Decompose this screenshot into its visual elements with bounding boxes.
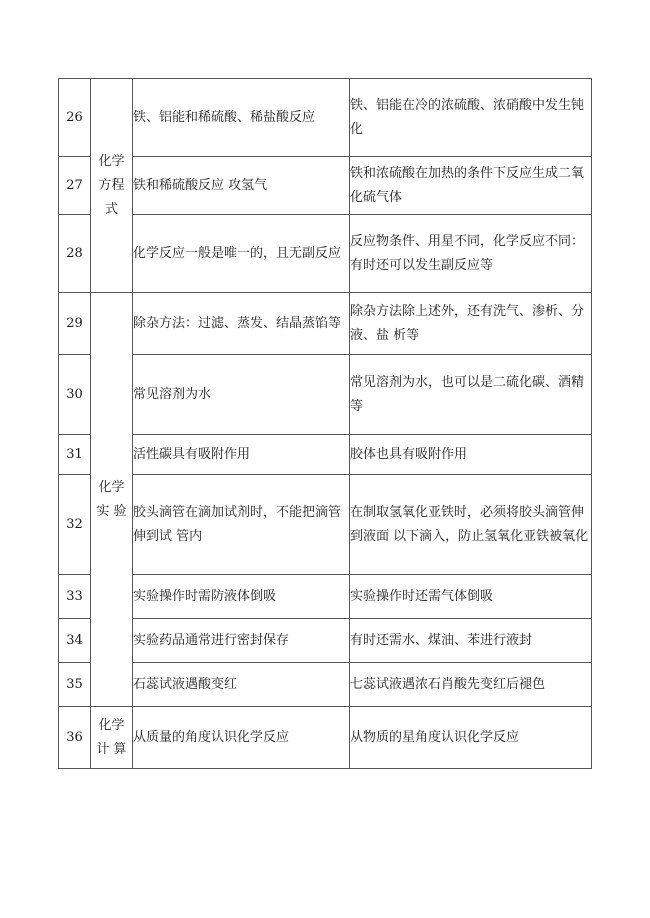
left-cell: 实验药品通常进行密封保存 bbox=[133, 619, 350, 663]
row-number: 28 bbox=[59, 215, 91, 293]
table-row bbox=[59, 293, 592, 355]
left-cell: 除杂方法：过滤、蒸发、结晶蒸馅等 bbox=[133, 293, 350, 355]
right-cell: 铁和浓硫酸在加热的条件下反应生成二氧化硫气体 bbox=[350, 157, 592, 215]
right-cell: 从物质的星角度认识化学反应 bbox=[350, 707, 592, 769]
left-cell: 铁、铝能和稀硫酸、稀盐酸反应 bbox=[133, 79, 350, 157]
left-cell: 常见溶剂为水 bbox=[133, 355, 350, 435]
right-cell: 在制取氢氧化亚铁时，必须将胶头滴管伸到液面 以下滴入，防止氢氧化亚铁被氧化 bbox=[350, 475, 592, 575]
category-cell bbox=[91, 79, 133, 293]
row-number: 35 bbox=[59, 663, 91, 707]
row-number: 26 bbox=[59, 79, 91, 157]
category-label: 化学 bbox=[98, 717, 125, 733]
row-number: 34 bbox=[59, 619, 91, 663]
category-label: 式 bbox=[104, 201, 118, 217]
left-cell: 实验操作时需防液体倒吸 bbox=[133, 575, 350, 619]
row-number: 31 bbox=[59, 435, 91, 475]
left-cell: 化学反应一般是唯一的，且无副反应 bbox=[133, 215, 350, 293]
row-number: 36 bbox=[59, 707, 91, 769]
right-cell: 常见溶剂为水，也可以是二硫化碳、酒精等 bbox=[350, 355, 592, 435]
table-row bbox=[59, 475, 592, 575]
table-row bbox=[59, 157, 592, 215]
right-cell: 除杂方法除上述外，还有洗气、渗析、分液、盐 析等 bbox=[350, 293, 592, 355]
table-row bbox=[59, 707, 592, 769]
row-number: 32 bbox=[59, 475, 91, 575]
left-cell: 活性碳具有吸附作用 bbox=[133, 435, 350, 475]
comparison-table bbox=[58, 78, 592, 769]
category-label: 方程 bbox=[98, 177, 125, 193]
left-cell: 铁和稀硫酸反应 攻氢气 bbox=[133, 157, 350, 215]
category-label: 化学 bbox=[98, 153, 125, 169]
left-cell: 石蕊试液遇酸变红 bbox=[133, 663, 350, 707]
right-cell: 七蕊试液遇浓石肖酸先变红后褪色 bbox=[350, 663, 592, 707]
category-cell bbox=[91, 707, 133, 769]
right-cell: 有时还需水、煤油、苯进行液封 bbox=[350, 619, 592, 663]
category-label: 化学 bbox=[98, 479, 125, 495]
right-cell: 胶体也具有吸附作用 bbox=[350, 435, 592, 475]
table-row bbox=[59, 575, 592, 619]
row-number: 27 bbox=[59, 157, 91, 215]
table-row bbox=[59, 79, 592, 157]
category-label: 计 算 bbox=[96, 741, 127, 757]
table-row bbox=[59, 355, 592, 435]
left-cell: 从质量的角度认识化学反应 bbox=[133, 707, 350, 769]
table-row bbox=[59, 663, 592, 707]
row-number: 29 bbox=[59, 293, 91, 355]
category-cell bbox=[91, 293, 133, 707]
right-cell: 铁、铝能在冷的浓硫酸、浓硝酸中发生钝化 bbox=[350, 79, 592, 157]
table-row bbox=[59, 435, 592, 475]
row-number: 33 bbox=[59, 575, 91, 619]
right-cell: 反应物条件、用星不同，化学反应不同：有时还可以发生副反应等 bbox=[350, 215, 592, 293]
table-row bbox=[59, 215, 592, 293]
left-cell: 胶头滴管在滴加试剂时，不能把滴管伸到试 管内 bbox=[133, 475, 350, 575]
table-row bbox=[59, 619, 592, 663]
row-number: 30 bbox=[59, 355, 91, 435]
category-label: 实 验 bbox=[96, 503, 127, 519]
right-cell: 实验操作时还需气体倒吸 bbox=[350, 575, 592, 619]
